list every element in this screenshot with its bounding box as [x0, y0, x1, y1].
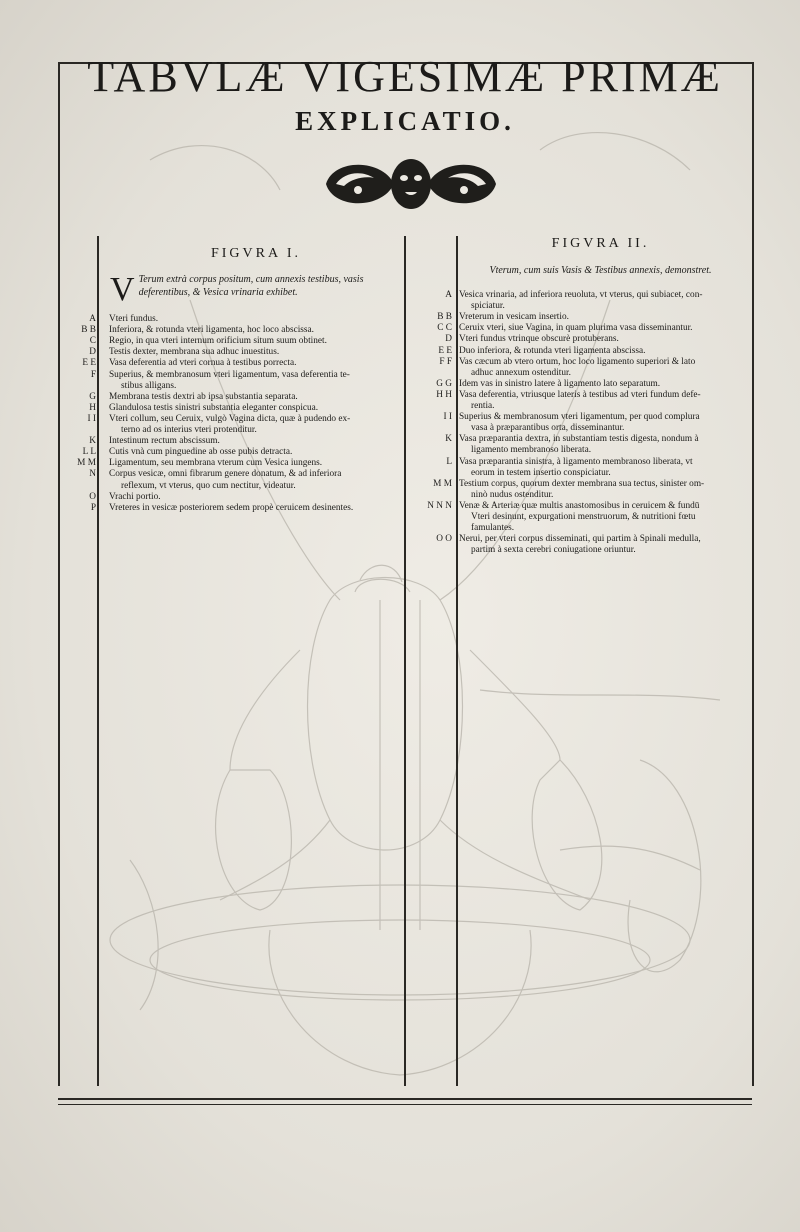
- figure-1-entry-letter: B B: [81, 325, 96, 336]
- figure-2-entry-text: Superius & membranosum vteri ligamentum, per quod complura: [459, 412, 700, 423]
- figure-2-entry-letter: N N N: [427, 500, 452, 511]
- figure-2-entry-text: Vasa præparantia sinistra, à ligamento membranoso liberata, vt: [459, 456, 693, 467]
- figure-2-entry-letter: G G: [436, 378, 452, 389]
- figure-1-entry-text: Corpus vesicæ, omni fibrarum genere donatum, & ad inferiora: [109, 469, 342, 480]
- figure-2-intro: Vterum, cum suis Vasis & Testibus annexis, demonstret.: [489, 265, 712, 276]
- figure-1-entry-letter: N: [89, 469, 96, 480]
- figure-1-entry-letter: D: [89, 347, 96, 358]
- figure-2-entry-text: ninò nudus ostenditur.: [471, 489, 554, 500]
- figure-1-heading: FIGVRA I.: [210, 246, 301, 261]
- figure-2-entry-text: Vasa deferentia, vtriusque lateris à testibus ad vteri fundum defe-: [459, 389, 701, 400]
- figure-1-entry-text: Intestinum rectum abscissum.: [109, 436, 220, 447]
- page-frame: [58, 62, 754, 1086]
- figure-2-entry-text: Vreterum in vesicam insertio.: [459, 312, 569, 323]
- figure-2-entry-text: Nerui, per vteri corpus disseminati, qui partim à Spinali medulla,: [459, 534, 701, 545]
- column-rule-center-left: [404, 236, 406, 1086]
- figure-2-entry-letter: H H: [436, 389, 452, 400]
- figure-2-entry-letter: I I: [443, 412, 452, 423]
- figure-2-entry-text: ligamento membranoso liberata.: [471, 445, 592, 456]
- figure-2-entry-text: famulantes.: [471, 523, 515, 534]
- column-rule-center-right: [456, 236, 458, 1086]
- page-subtitle: EXPLICATIO.: [295, 106, 515, 136]
- figure-1-entry-letter: A: [89, 314, 96, 324]
- figure-1-entry-letter: C: [89, 336, 96, 347]
- figure-1-entry-letter: G: [89, 391, 96, 402]
- figure-1-entry-text: Ligamentum, seu membrana vterum cum Vesica iungens.: [109, 458, 323, 469]
- figure-2-entry-text: Vteri fundus vtrinque obscurè protuberans.: [459, 334, 619, 345]
- figure-2-entry-text: Venæ & Arteriæ quæ multis anastomosibus in ceruicem & fundū: [459, 500, 700, 511]
- figure-2-entry-text: adhuc annexum ostenditur.: [471, 367, 571, 378]
- figure-2-entry-letter: O O: [436, 534, 452, 545]
- figure-2-entry-text: Vesica vrinaria, ad inferiora reuoluta, vt vterus, qui subiacet, con-: [459, 290, 703, 300]
- figure-1-entry-text: Cutis vnà cum pinguedine ab osse pubis detracta.: [109, 447, 293, 458]
- figure-1-entry-text: Vteri collum, seu Ceruix, vulgò Vagina dicta, quæ à pudendo ex-: [109, 413, 351, 424]
- figure-1-entry-text: Membrana testis dextri ab ipsa substantia separata.: [109, 391, 298, 402]
- figure-1-entry-text: Testis dexter, membrana sua adhuc inuestitus.: [109, 347, 280, 358]
- figure-2-heading: FIGVRA II.: [551, 236, 650, 251]
- figure-1-entry-text: stibus alligans.: [121, 380, 177, 391]
- figure-1-entry-text: Regio, in qua vteri internum orificium situm suum obtinet.: [109, 336, 327, 347]
- intro-drop-cap: V: [110, 271, 135, 308]
- figure-2-entry-letter: K: [445, 434, 452, 445]
- figure-2-entry-text: Testium corpus, quorum dexter membrana sua tectus, sinister om-: [459, 478, 705, 489]
- figure-2-entry-text: Ceruix vteri, siue Vagina, in quam plurima vasa disseminantur.: [459, 323, 693, 334]
- figure-1-entry-text: Superius, & membranosum vteri ligamentum, vasa deferentia te-: [109, 369, 350, 380]
- figure-1-entry-letter: K: [89, 436, 96, 447]
- figure-1-entry-letter: L L: [82, 447, 96, 458]
- figure-2-entry-letter: M M: [433, 478, 452, 489]
- figure-1-entry-text: Glandulosa testis sinistri substantia eleganter conspicua.: [109, 402, 319, 413]
- page-title: TABVLÆ VIGESIMÆ PRIMÆ: [87, 52, 723, 101]
- figure-2-entry-text: vasa à præparantibus orta, disseminantur.: [471, 423, 625, 434]
- figure-2-entry-letter: L: [446, 456, 452, 467]
- figure-2-entry-text: eorum in testem insertio conspiciatur.: [471, 467, 611, 478]
- figure-1-entry-letter: E E: [82, 358, 96, 369]
- figure-1-intro: [110, 271, 402, 308]
- figure-1-entry-letter: F: [90, 369, 96, 380]
- figure-2-entry-text: partim à sexta cerebri coniugatione oriuntur.: [471, 545, 636, 556]
- frame-bottom-rule: [58, 1098, 752, 1100]
- figure-1-entry-text: terno ad os interius vteri protenditur.: [121, 425, 257, 435]
- figure-1-entry-letter: I I: [87, 413, 96, 424]
- figure-1-entry-text: reflexum, vt vterus, quo cum nectitur, videatur.: [121, 480, 296, 491]
- figure-2-entry-text: Vteri desinunt, expurgationi menstruorum, & nutritioni fœtu: [471, 512, 696, 522]
- ornament-vignette: [322, 156, 500, 212]
- figure-2-entry-letter: B B: [437, 312, 452, 323]
- figure-1-entry-text: Vrachi portio.: [109, 491, 161, 502]
- figure-2-entry-letter: D: [445, 334, 452, 345]
- figure-1-entry-text: Vreteres in vesicæ posteriorem sedem propè ceruicem desinentes.: [109, 502, 354, 513]
- figure-1-entry-text: Vasa deferentia ad vteri cornua à testibus porrecta.: [109, 358, 297, 369]
- figure-1-entry-letter: O: [89, 491, 96, 502]
- figure-2-entry-text: Vas cæcum ab vtero ortum, hoc loco ligamento superiori & lato: [459, 356, 696, 367]
- figure-1-entry-text: Vteri fundus.: [109, 314, 159, 324]
- figure-1-entry-letter: P: [90, 502, 96, 513]
- figure-2-entry-letter: A: [445, 290, 452, 300]
- column-rule-left: [97, 236, 99, 1086]
- figure-2-entry-text: Duo inferiora, & rotunda vteri ligamenta abscissa.: [459, 345, 646, 356]
- figure-2-entry-text: Idem vas in sinistro latere à ligamento lato separatum.: [459, 378, 661, 389]
- figure-2-entry-letter: E E: [438, 345, 452, 356]
- figure-2-entry-text: Vasa præparantia dextra, in substantiam testis digesta, nondum à: [459, 434, 699, 445]
- figure-1-entry-letter: H: [89, 402, 96, 413]
- figure-1-intro-text: Terum extrà corpus positum, cum annexis testibus, vasis deferentibus, & Vesica vrinaria exhibet.: [138, 274, 364, 298]
- figure-2-entry-text: rentia.: [471, 401, 495, 411]
- figure-2-entry-letter: F F: [439, 356, 452, 367]
- frame-bottom-rule-thin: [58, 1104, 752, 1105]
- figure-2-entry-text: spiciatur.: [471, 301, 505, 312]
- figure-1-entry-letter: M M: [77, 458, 96, 469]
- figure-1-entry-text: Inferiora, & rotunda vteri ligamenta, hoc loco abscissa.: [109, 325, 314, 336]
- figure-2-entry-letter: C C: [437, 323, 452, 334]
